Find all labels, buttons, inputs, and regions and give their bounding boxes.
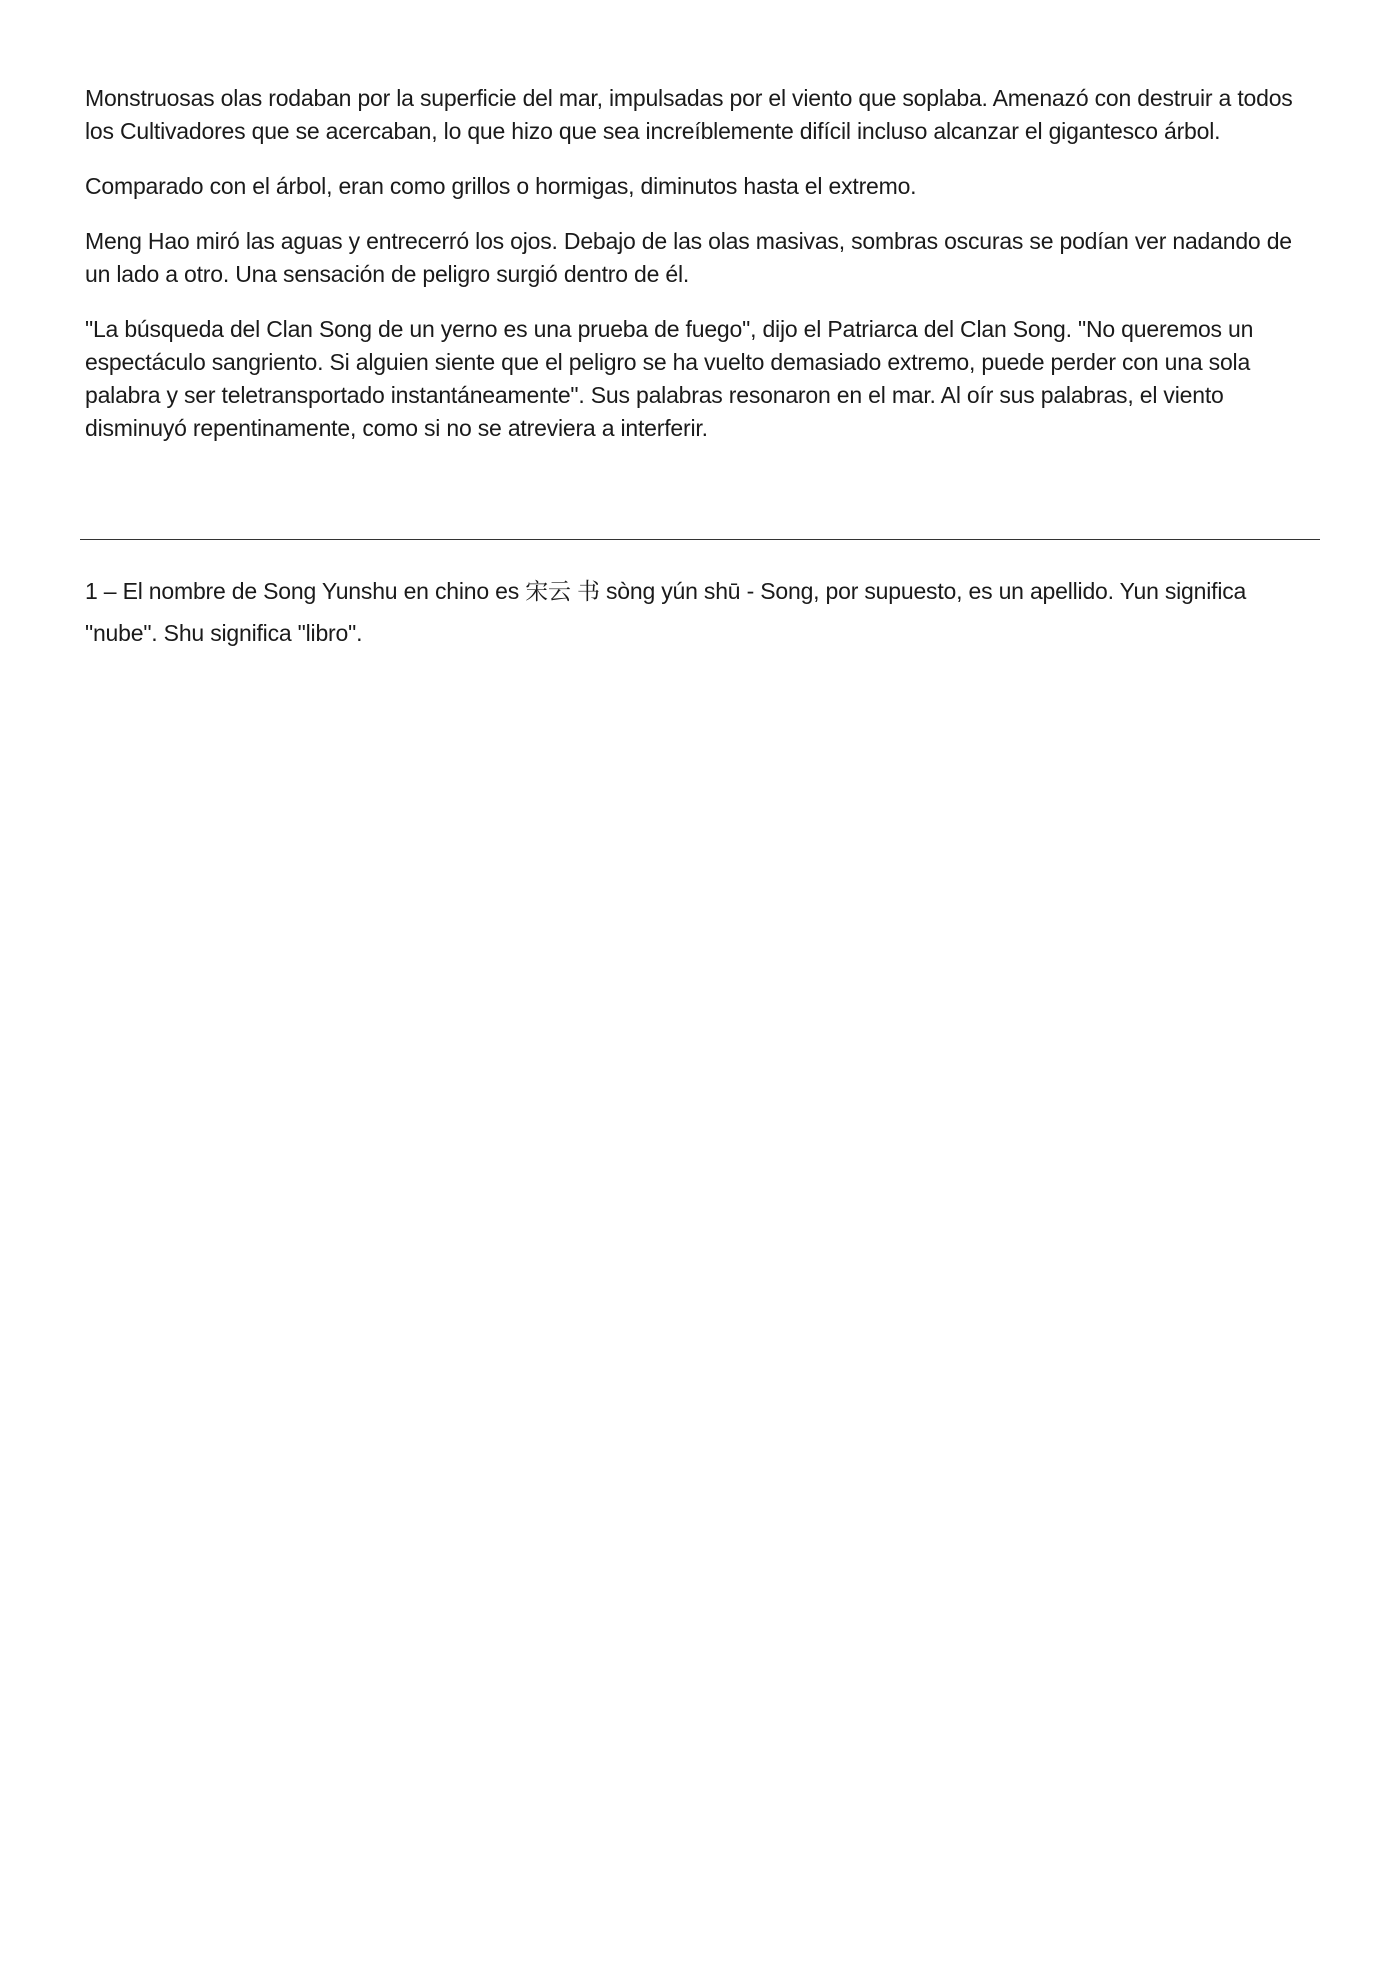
- paragraph-1: Monstruosas olas rodaban por la superficie del mar, impulsadas por el viento que soplaba. Amenazó con destruir a todos los Cultivadores que se acercaban, lo que hizo que sea increíblemente difícil incluso alcanzar el gigantesco árbol.: [85, 85, 1293, 144]
- footnote: 1 – El nombre de Song Yunshu en chino es 宋云 书 sòng yún shū - Song, por supuesto, es un apellido. Yun significa "nube". Shu significa "libro".: [85, 578, 1247, 646]
- footnote-divider: [80, 539, 1320, 540]
- body-text: [85, 82, 1320, 467]
- paragraph-4: "La búsqueda del Clan Song de un yerno es una prueba de fuego", dijo el Patriarca del Clan Song. "No queremos un espectáculo sangriento. Si alguien siente que el peligro se ha vuelto demasiado extremo, puede perder con una sola palabra y ser teletransportado instantáneamente". Sus palabras resonaron en el mar. Al oír sus palabras, el viento disminuyó repentinamente, como si no se atreviera a interferir.: [85, 316, 1254, 441]
- paragraph-2: Comparado con el árbol, eran como grillos o hormigas, diminutos hasta el extremo.: [85, 173, 917, 199]
- paragraph-3: Meng Hao miró las aguas y entrecerró los ojos. Debajo de las olas masivas, sombras oscuras se podían ver nadando de un lado a otro. Una sensación de peligro surgió dentro de él.: [85, 228, 1292, 287]
